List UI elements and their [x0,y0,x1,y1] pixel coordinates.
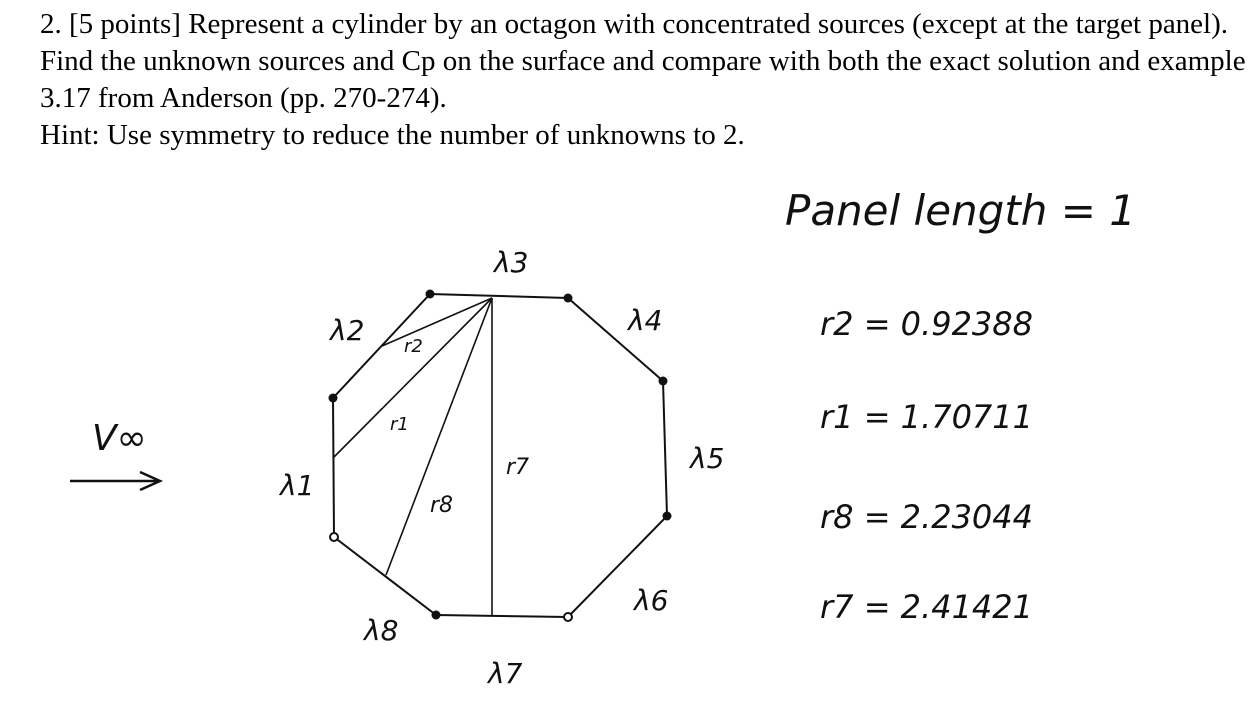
r1-value: r1 = 1.70711 [820,398,1033,436]
control-point [564,613,572,621]
control-point [330,533,338,541]
distance-label-r7: r7 [506,455,530,480]
distance-label-r1: r1 [390,414,409,435]
panel-label-7: λ7 [488,657,523,690]
panel-label-1: λ1 [280,469,315,502]
r7-value: r7 = 2.41421 [820,588,1033,626]
control-point [663,512,672,521]
freestream-arrow [70,472,160,490]
panel-label-5: λ5 [690,442,725,475]
control-point [432,611,441,620]
control-point [659,377,668,386]
panel-length-note: Panel length = 1 [785,186,1137,235]
r8-line [386,298,492,575]
panel-label-2: λ2 [330,314,365,347]
panel-label-8: λ8 [364,614,399,647]
r8-value: r8 = 2.23044 [820,498,1033,536]
problem-statement: 2. [5 points] Represent a cylinder by an octagon with concentrated sources (except at the target panel). Find the unknown sources and Cp on the surface and compare with both the exact solution and example 3.17 from Anderson (pp. 270-274). [40,8,1246,114]
r2-value: r2 = 0.92388 [820,305,1033,343]
freestream-label: V∞ [92,418,147,459]
control-point [564,294,573,303]
control-point [426,290,435,299]
panel-label-3: λ3 [494,246,529,279]
panel-label-6: λ6 [634,584,669,617]
problem-hint: Hint: Use symmetry to reduce the number of unknowns to 2. [40,119,745,151]
panel-label-4: λ4 [628,304,663,337]
control-point [329,394,338,403]
r2-line [382,298,492,346]
distance-label-r2: r2 [404,336,423,357]
octagon-outline [333,294,667,617]
distance-label-r8: r8 [430,493,454,518]
